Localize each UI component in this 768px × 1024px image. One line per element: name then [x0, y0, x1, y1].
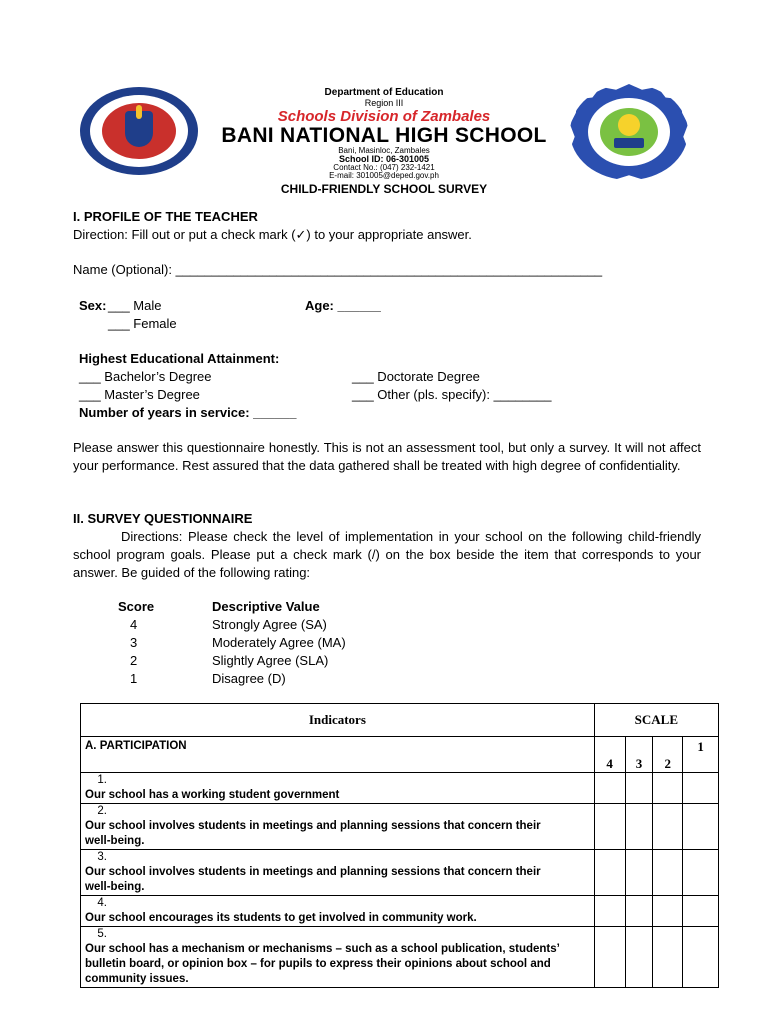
check-box-3[interactable]: [625, 773, 653, 804]
education-label: Highest Educational Attainment:: [79, 351, 280, 366]
item-number: 4.: [97, 897, 107, 909]
region-name: Region III: [364, 98, 404, 108]
table-row: [81, 804, 595, 850]
table-row: [81, 927, 595, 988]
check-box-4[interactable]: [594, 927, 625, 988]
profile-direction: Direction: Fill out or put a check mark (✓) to your appropriate answer.: [73, 227, 472, 242]
item-text: Our school has a mechanism or mechanisms – such as a school publication, students’ bulletin board, or opinion box – for pupils to express their opinions about school and community issues.: [85, 943, 560, 985]
item-text: Our school involves students in meetings and planning sessions that concern their well-being.: [85, 820, 541, 847]
check-box-1[interactable]: [683, 773, 719, 804]
questionnaire-heading: II. SURVEY QUESTIONNAIRE: [73, 511, 253, 526]
name-field[interactable]: Name (Optional): ___________________________________________________________: [73, 262, 603, 277]
item-text: Our school has a working student government: [85, 789, 340, 801]
contact-number: Contact No.: (047) 232-1421: [333, 163, 435, 172]
survey-title: CHILD-FRIENDLY SCHOOL SURVEY: [280, 182, 488, 196]
scale-col-3: 3: [625, 737, 653, 773]
doctorate-option[interactable]: ___ Doctorate Degree: [352, 369, 480, 384]
rating-score: 1: [130, 671, 138, 686]
masters-option[interactable]: ___ Master’s Degree: [79, 387, 200, 402]
check-box-2[interactable]: [653, 896, 683, 927]
check-box-2[interactable]: [653, 773, 683, 804]
sex-male-option[interactable]: ___ Male: [108, 298, 162, 313]
rating-score: 2: [130, 653, 138, 668]
school-seal-logo: [570, 84, 688, 180]
department-name: Department of Education: [324, 87, 444, 98]
school-address: Bani, Masinloc, Zambales: [338, 146, 430, 155]
scale-col-1: 1: [683, 737, 719, 773]
rating-desc: Slightly Agree (SLA): [212, 653, 329, 668]
rating-score: 3: [130, 635, 138, 650]
sex-female-option[interactable]: ___ Female: [108, 316, 177, 331]
rating-desc: Strongly Agree (SA): [212, 617, 327, 632]
check-box-4[interactable]: [594, 896, 625, 927]
other-option[interactable]: ___ Other (pls. specify): ________: [352, 387, 552, 402]
rating-desc: Moderately Agree (MA): [212, 635, 346, 650]
deped-seal-logo: [80, 87, 198, 175]
sex-label: Sex:: [79, 298, 107, 313]
table-row: [81, 896, 595, 927]
section-participation: A. PARTICIPATION: [81, 737, 595, 773]
item-number: 5.: [97, 928, 107, 940]
table-row: [81, 850, 595, 896]
check-box-2[interactable]: [653, 850, 683, 896]
indicators-header: Indicators: [81, 704, 595, 737]
check-box-4[interactable]: [594, 804, 625, 850]
school-name: BANI NATIONAL HIGH SCHOOL: [221, 124, 547, 147]
check-box-4[interactable]: [594, 850, 625, 896]
scale-header: SCALE: [594, 704, 718, 737]
letterhead: [200, 88, 568, 180]
rating-score: 4: [130, 617, 138, 632]
survey-table: [80, 703, 719, 988]
check-box-3[interactable]: [625, 804, 653, 850]
rating-desc-header: Descriptive Value: [212, 599, 320, 614]
check-box-4[interactable]: [594, 773, 625, 804]
check-box-1[interactable]: [683, 896, 719, 927]
age-field[interactable]: Age: ______: [305, 298, 381, 313]
item-number: 1.: [97, 774, 107, 786]
item-text: Our school involves students in meetings and planning sessions that concern their well-being.: [85, 866, 541, 893]
confidentiality-notice: Please answer this questionnaire honestly. This is not an assessment tool, but only a survey. It will not affect your performance. Rest assured that the data gathered shall be treated with high degree of confidentiality.: [73, 440, 701, 473]
scale-col-4: 4: [594, 737, 625, 773]
scale-col-2: 2: [653, 737, 683, 773]
bachelors-option[interactable]: ___ Bachelor’s Degree: [79, 369, 212, 384]
item-number: 2.: [97, 805, 107, 817]
school-id: School ID: 06-301005: [338, 154, 430, 164]
profile-heading: I. PROFILE OF THE TEACHER: [73, 209, 258, 224]
table-row: [81, 773, 595, 804]
questionnaire-directions: Directions: Please check the level of implementation in your school on the following child-friendly school program goals. Please put a check mark (/) on the box beside the item that corresponds to your answer. Be guided of the following rating:: [73, 529, 701, 580]
check-box-1[interactable]: [683, 850, 719, 896]
check-box-3[interactable]: [625, 896, 653, 927]
rating-desc: Disagree (D): [212, 671, 286, 686]
item-number: 3.: [97, 851, 107, 863]
rating-score-header: Score: [118, 599, 155, 614]
check-box-1[interactable]: [683, 927, 719, 988]
check-box-2[interactable]: [653, 927, 683, 988]
check-box-3[interactable]: [625, 850, 653, 896]
check-box-3[interactable]: [625, 927, 653, 988]
years-service-field[interactable]: Number of years in service: ______: [79, 405, 297, 420]
email-address: E-mail: 301005@deped.gov.ph: [329, 171, 439, 180]
check-box-2[interactable]: [653, 804, 683, 850]
item-text: Our school encourages its students to get involved in community work.: [85, 912, 477, 924]
division-name: Schools Division of Zambales: [277, 108, 491, 125]
check-box-1[interactable]: [683, 804, 719, 850]
